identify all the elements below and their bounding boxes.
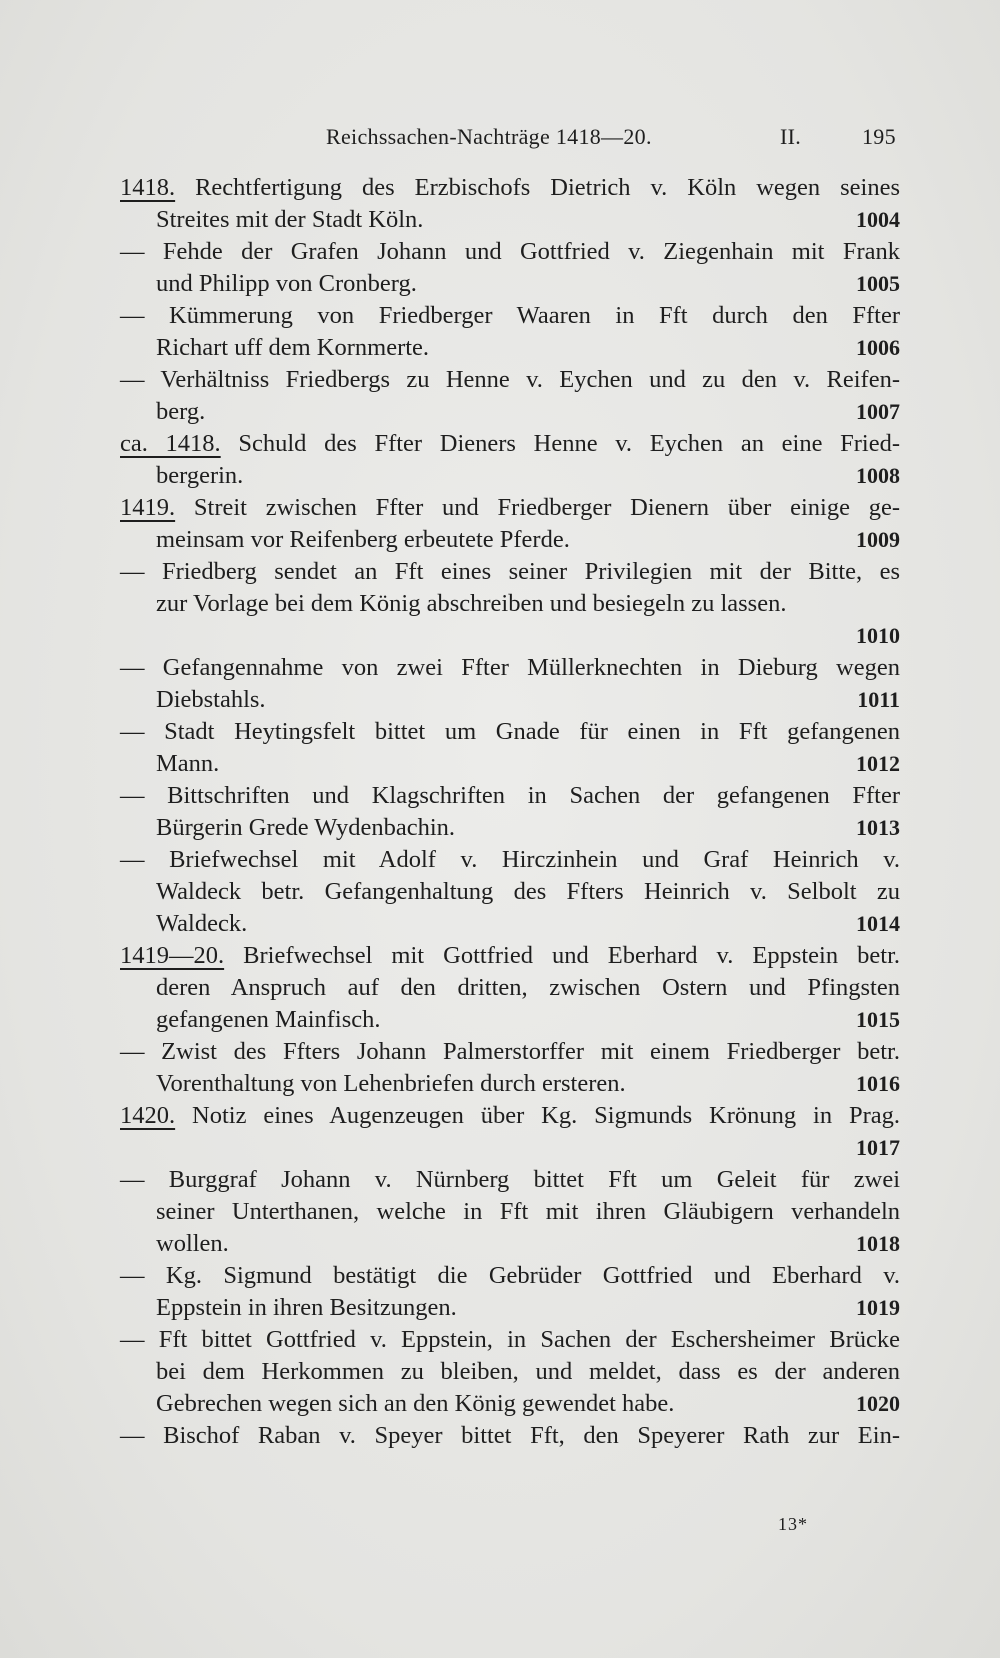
entry-1009: 1419. Streit zwischen Ffter und Friedberger Dienern über einige ge- meinsam vor Reifenberg erbeutete Pferde. 1009 bbox=[120, 492, 900, 556]
document-number: 1017 bbox=[856, 1135, 900, 1160]
document-number: 1005 bbox=[856, 271, 900, 296]
document-number: 1014 bbox=[856, 911, 900, 936]
document-number: 1006 bbox=[856, 335, 900, 360]
entry-continued: — Bischof Raban v. Speyer bittet Fft, den Speyerer Rath zur Ein- bbox=[120, 1422, 900, 1449]
running-header bbox=[120, 124, 900, 160]
entry-year: 1418. bbox=[120, 174, 176, 201]
document-number: 1011 bbox=[857, 687, 900, 712]
entry-1004: 1418. Rechtfertigung des Erzbischofs Dietrich v. Köln wegen seines Streites mit der Stadt Köln. 1004 bbox=[120, 172, 900, 236]
entry-1010: — Friedberg sendet an Fft eines seiner Privilegien mit der Bitte, es zur Vorlage bei dem König abschreiben und besiegeln zu lassen. 1010 bbox=[120, 556, 900, 652]
document-number: 1016 bbox=[856, 1071, 900, 1096]
entry-year: 1419. bbox=[120, 494, 176, 521]
entry-1006: — Kümmerung von Friedberger Waaren in Fft durch den Ffter Richart uff dem Kornmerte. 1006 bbox=[120, 300, 900, 364]
document-number: 1009 bbox=[856, 527, 900, 552]
page-number: 195 bbox=[862, 124, 896, 149]
document-number: 1015 bbox=[856, 1007, 900, 1032]
entry-1017: 1420. Notiz eines Augenzeugen über Kg. Sigmunds Krönung in Prag. 1017 bbox=[120, 1100, 900, 1164]
document-number: 1004 bbox=[856, 207, 900, 232]
register-entries bbox=[120, 172, 900, 1452]
entry-1011: — Gefangennahme von zwei Ffter Müllerknechten in Dieburg wegen Diebstahls. 1011 bbox=[120, 652, 900, 716]
entry-year: 1419—20. bbox=[120, 942, 225, 969]
entry-1012: — Stadt Heytingsfelt bittet um Gnade für einen in Fft gefangenen Mann. 1012 bbox=[120, 716, 900, 780]
running-title: Reichssachen-Nachträge 1418—20. bbox=[326, 124, 652, 149]
section-number: II. bbox=[780, 124, 802, 149]
document-number: 1018 bbox=[856, 1231, 900, 1256]
entry-1016: — Zwist des Ffters Johann Palmerstorffer mit einem Friedberger betr. Vorenthaltung von Lehenbriefen durch ersteren. 1016 bbox=[120, 1036, 900, 1100]
entry-year: 1420. bbox=[120, 1102, 176, 1129]
entry-1020: — Fft bittet Gottfried v. Eppstein, in Sachen der Eschersheimer Brücke bei dem Herkommen zu bleiben, und meldet, dass es der anderen Gebrechen wegen sich an den König gewendet habe. 1020 bbox=[120, 1324, 900, 1420]
document-number: 1010 bbox=[856, 623, 900, 648]
document-number: 1012 bbox=[856, 751, 900, 776]
entry-year: ca. 1418. bbox=[120, 430, 221, 457]
document-number: 1020 bbox=[856, 1391, 900, 1416]
document-number: 1007 bbox=[856, 399, 900, 424]
entry-1005: — Fehde der Grafen Johann und Gottfried v. Ziegenhain mit Frank und Philipp von Cronberg. 1005 bbox=[120, 236, 900, 300]
entry-1007: — Verhältniss Friedbergs zu Henne v. Eychen und zu den v. Reifen- berg. 1007 bbox=[120, 364, 900, 428]
entry-1013: — Bittschriften und Klagschriften in Sachen der gefangenen Ffter Bürgerin Grede Wydenbachin. 1013 bbox=[120, 780, 900, 844]
entry-1008: ca. 1418. Schuld des Ffter Dieners Henne v. Eychen an eine Fried- bergerin. 1008 bbox=[120, 428, 900, 492]
entry-1018: — Burggraf Johann v. Nürnberg bittet Fft um Geleit für zwei seiner Unterthanen, welche in Fft mit ihren Gläubigern verhandeln wollen. 1018 bbox=[120, 1164, 900, 1260]
document-number: 1013 bbox=[856, 815, 900, 840]
entry-1019: — Kg. Sigmund bestätigt die Gebrüder Gottfried und Eberhard v. Eppstein in ihren Besitzungen. 1019 bbox=[120, 1260, 900, 1324]
entry-1014: — Briefwechsel mit Adolf v. Hirczinhein und Graf Heinrich v. Waldeck betr. Gefangenhaltung des Ffters Heinrich v. Selbolt zu Waldeck. 1014 bbox=[120, 844, 900, 940]
entry-1015: 1419—20. Briefwechsel mit Gottfried und Eberhard v. Eppstein betr. deren Anspruch auf den dritten, zwischen Ostern und Pfingsten gefangenen Mainfisch. 1015 bbox=[120, 940, 900, 1036]
document-number: 1019 bbox=[856, 1295, 900, 1320]
document-number: 1008 bbox=[856, 463, 900, 488]
signature-mark: 13* bbox=[778, 1514, 808, 1534]
